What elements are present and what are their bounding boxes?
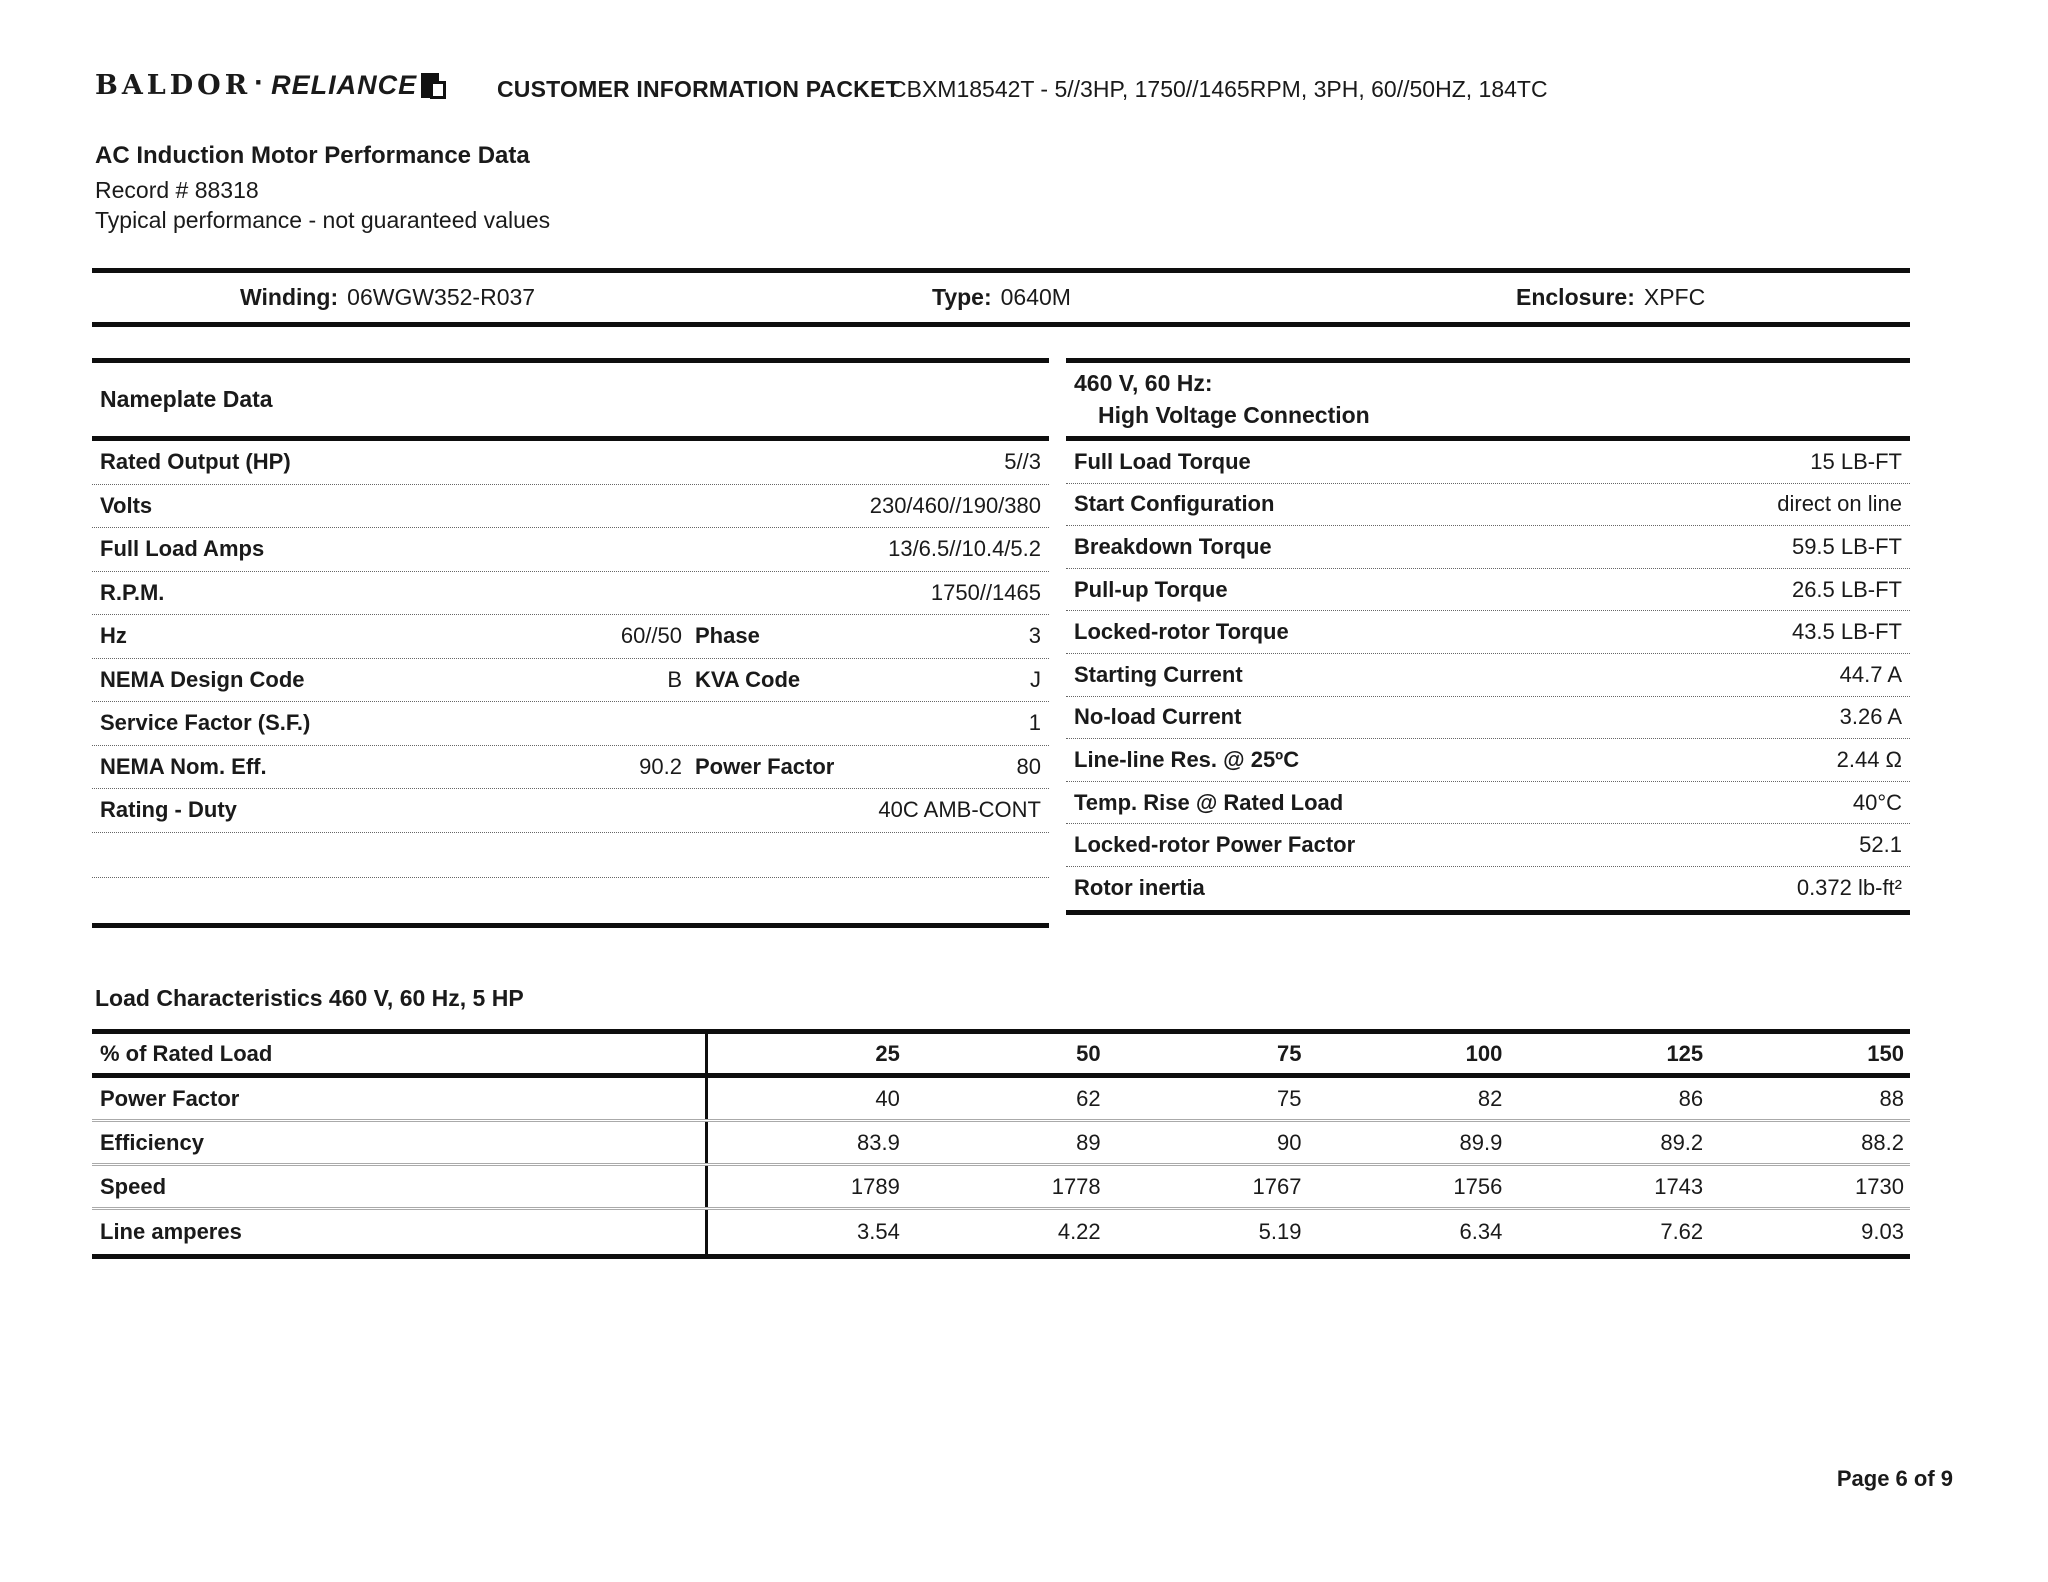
model-line: CBXM18542T - 5//3HP, 1750//1465RPM, 3PH, 60//50HZ, 184TC [890,76,1548,102]
row-label: Pull-up Torque [1074,576,1228,602]
row-label: Rating - Duty [100,797,237,823]
type-value: 0640M [1000,284,1071,310]
row-value: 44.7 A [1839,661,1902,687]
cell-value: 1756 [1453,1173,1503,1199]
row-label: Service Factor (S.F.) [100,710,311,736]
table-row [92,659,1049,703]
load-table-header-row [92,1034,1910,1078]
table-row [92,746,1049,790]
row-label: Rotor inertia [1074,875,1205,901]
row-value: 43.5 LB-FT [1791,619,1902,645]
cell-value: 5.19 [1258,1219,1302,1244]
hv-header-line2: High Voltage Connection [1098,402,1370,428]
table-row [1066,569,1910,612]
row-value: 90.2 [639,753,682,779]
table-row [92,572,1049,616]
packet-label: CUSTOMER INFORMATION PACKET [497,76,900,102]
table-row [92,1210,1910,1254]
table-row [1066,484,1910,527]
cell-value: 1743 [1654,1173,1704,1199]
row-label: Power Factor [100,1085,240,1111]
enclosure-value: XPFC [1643,284,1706,310]
row-value: B [667,666,682,692]
row-value: 5//3 [1004,449,1041,475]
row-value: 60//50 [620,623,682,649]
hv-header-line1: 460 V, 60 Hz: [1074,370,1213,396]
row-value: 1750//1465 [930,579,1041,605]
row-label: Full Load Torque [1074,448,1251,474]
logo-reliance-text: RELIANCE [271,69,418,100]
column-header: 150 [1867,1040,1904,1066]
enclosure-field [1516,273,1705,322]
load-characteristics-table [92,1029,1910,1259]
row-value: 230/460//190/380 [869,492,1041,518]
row-label: Line-line Res. @ 25ºC [1074,746,1300,772]
table-row [1066,441,1910,484]
type-label: Type: [932,284,992,310]
row-value: 2.44 Ω [1836,746,1902,772]
cell-value: 1730 [1855,1173,1904,1199]
row-pair [100,754,682,780]
type-field [932,273,1071,322]
column-header: 50 [1076,1040,1101,1066]
table-row [1066,739,1910,782]
table-row [1066,824,1910,867]
cell-value: 82 [1477,1085,1503,1111]
cell-value: 89 [1076,1129,1101,1155]
row-value: 15 LB-FT [1810,448,1902,474]
row-label: Speed [100,1173,167,1199]
row-label: NEMA Design Code [100,666,305,692]
abb-square-mark-icon [421,73,439,98]
load-characteristics-title: Load Characteristics 460 V, 60 Hz, 5 HP [95,985,524,1011]
table-row [92,1122,1910,1166]
table-row [1066,782,1910,825]
row-label: R.P.M. [100,579,165,605]
empty-row [92,833,1049,878]
table-row [92,1078,1910,1122]
cell-value: 88.2 [1861,1129,1904,1155]
cell-value: 9.03 [1861,1219,1904,1244]
cell-value: 89.2 [1660,1129,1704,1155]
row-value: 1 [1028,710,1041,736]
cell-value: 90 [1277,1129,1302,1155]
cell-value: 6.34 [1459,1219,1503,1244]
cell-value: 1767 [1252,1173,1302,1199]
row-label: Efficiency [100,1129,204,1155]
row-pair [682,623,1041,649]
column-header: 100 [1465,1040,1503,1066]
cell-value: 75 [1277,1085,1302,1111]
table-row [92,615,1049,659]
winding-bar [92,268,1910,327]
row-value: 0.372 lb-ft² [1796,875,1902,901]
cell-value: 88 [1879,1085,1904,1111]
disclaimer-note: Typical performance - not guaranteed values [95,207,551,233]
row-value: 80 [1016,753,1041,779]
table-row [92,441,1049,485]
logo-baldor-text: BALDOR [95,69,252,101]
row-value: 3.26 A [1839,704,1902,730]
row-value: 59.5 LB-FT [1791,533,1902,559]
winding-field [240,273,535,322]
column-header: 75 [1277,1040,1302,1066]
row-label: Hz [100,623,127,649]
record-number: Record # 88318 [95,177,259,203]
table-row [92,528,1049,572]
row-pair [100,667,682,693]
cell-value: 86 [1678,1085,1704,1111]
row-label: No-load Current [1074,704,1242,730]
row-label: NEMA Nom. Eff. [100,753,267,779]
row-label: Rated Output (HP) [100,449,291,475]
table-row [92,1166,1910,1210]
row-value: direct on line [1777,491,1902,517]
row-label: Full Load Amps [100,536,265,562]
cell-value: 89.9 [1459,1129,1503,1155]
cell-value: 3.54 [705,1210,906,1254]
logo-dot-icon: · [254,66,265,99]
nameplate-table [92,358,1049,928]
row-label: Temp. Rise @ Rated Load [1074,789,1344,815]
enclosure-label: Enclosure: [1516,284,1635,310]
row-value: 52.1 [1859,832,1902,858]
row-value: 40C AMB-CONT [878,797,1041,823]
column-header: 25 [705,1034,906,1073]
row-pair [100,623,682,649]
hv-header [1066,363,1910,441]
row-label: Line amperes [100,1219,242,1244]
table-row [92,702,1049,746]
row-pair [682,754,1041,780]
row-label: Starting Current [1074,661,1243,687]
row-value: 40°C [1852,789,1902,815]
column-header: 125 [1666,1040,1704,1066]
table-row [1066,654,1910,697]
row-pair [682,667,1041,693]
row-label: Locked-rotor Power Factor [1074,832,1356,858]
row-label: Phase [695,623,760,649]
cell-value: 4.22 [1057,1219,1101,1244]
row-label: Locked-rotor Torque [1074,619,1289,645]
table-row [1066,526,1910,569]
cell-value: 7.62 [1660,1219,1704,1244]
row-value: J [1030,666,1041,692]
empty-row [92,878,1049,923]
table-row [1066,867,1910,910]
hv-connection-table [1066,358,1910,915]
column-header: % of Rated Load [100,1040,273,1066]
nameplate-header: Nameplate Data [92,363,1049,441]
winding-value: 06WGW352-R037 [347,284,536,310]
page-title: AC Induction Motor Performance Data [95,142,530,169]
table-row [1066,697,1910,740]
row-label: Power Factor [695,753,835,779]
cell-value: 1778 [1051,1173,1101,1199]
row-label: Volts [100,492,153,518]
row-value: 26.5 LB-FT [1791,576,1902,602]
cell-value: 62 [1076,1085,1101,1111]
cell-value: 83.9 [705,1122,906,1163]
page-indicator: Page 6 of 9 [1836,1466,1953,1491]
winding-label: Winding: [240,284,339,310]
row-value: 3 [1028,623,1041,649]
cell-value: 1789 [705,1166,906,1207]
table-row [1066,611,1910,654]
row-value: 13/6.5//10.4/5.2 [888,536,1041,562]
baldor-reliance-logo [95,66,439,104]
row-label: Start Configuration [1074,491,1275,517]
cell-value: 40 [705,1078,906,1119]
table-row [92,485,1049,529]
table-row [92,789,1049,833]
row-label: KVA Code [695,666,801,692]
row-label: Breakdown Torque [1074,533,1272,559]
